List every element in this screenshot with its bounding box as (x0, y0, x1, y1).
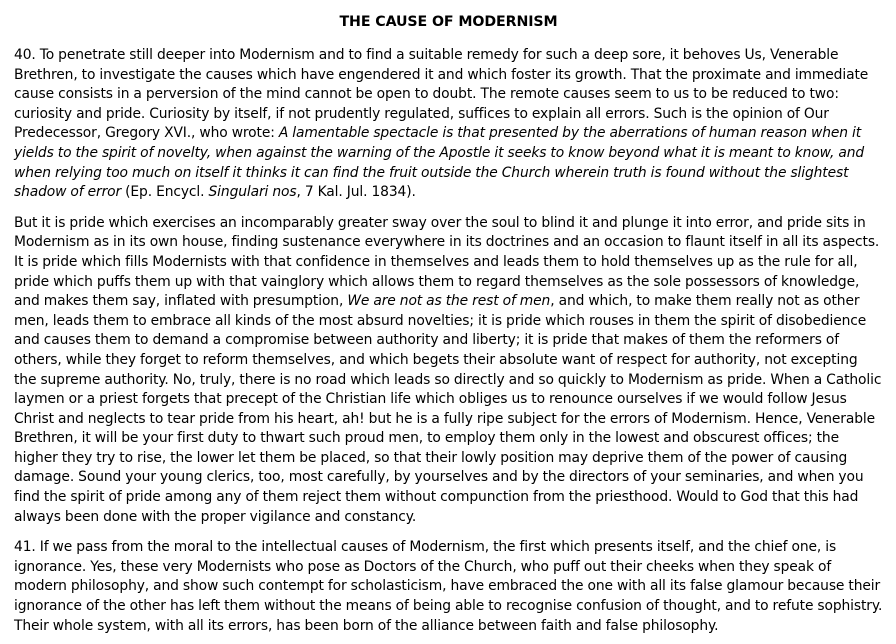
citation-prefix: (Ep. Encycl. (121, 184, 209, 201)
paragraph-pride (14, 214, 883, 528)
gregory-xvi-quotation: A lamentable spectacle is that presented by the aberrations of human reason when it yields to the spirit of novelty, when against the warning of the Apostle it seeks to know beyond what it is meant to know, and when relying too much on itself it thinks it can find the fruit outside the Church wherein truth is found without the slightest shadow of error (14, 125, 865, 201)
citation-date: , 7 Kal. Jul. 1834). (296, 184, 416, 201)
paragraph-pride-text-start: But it is pride which exercises an incomparably greater sway over the soul to blind it and plunge it into error, and pride sits in Modernism as in its own house, finding sustenance everywhere in its doctrines and an occasion to flaunt itself in all its aspects. It is pride which fills Modernists with that confidence in themselves and leads them to hold themselves up as the rule for all, pride which puffs them up with that vainglory which allows them to regard themselves as the sole possessors of knowledge, and makes them say, inflated with presumption, (14, 214, 880, 310)
paragraph-40-text: 40. To penetrate still deeper into Modernism and to find a suitable remedy for such a deep sore, it behoves Us, Venerable Brethren, to investigate the causes which have engendered it and which foster its growth. That the proximate and immediate cause consists in a perversion of the mind cannot be open to doubt. The remote causes seem to us to be reduced to two: curiosity and pride. Curiosity by itself, if not prudently regulated, suffices to explain all errors. Such is the opinion of Our Predecessor, Gregory XVI., who wrote: (14, 47, 869, 142)
paragraph-40 (14, 46, 883, 203)
pride-quotation: We are not as the rest of men (347, 293, 551, 310)
paragraph-pride-text-end: , and which, to make them really not as other men, leads them to embrace all kinds of the most absurd novelties; it is pride which rouses in them the spirit of disobedience and causes them to demand a compromise between authority and liberty; it is pride that makes of them the reformers of others, while they forget to reform themselves, and which begets their absolute want of respect for authority, not excepting the supreme authority. No, truly, there is no road which leads so directly and so quickly to Modernism as pride. When a Catholic laymen or a priest forgets that precept of the Christian life which obliges us to renounce ourselves if we would follow Jesus Christ and neglects to tear pride from his heart, ah! but he is a fully ripe subject for the errors of Modernism. Hence, Venerable Brethren, it will be your first duty to thwart such proud men, to employ them only in the lowest and obscurest offices; the higher they try to rise, the lower let them be placed, so that their lowly position may deprive them of the power of causing damage. Sound your young clerics, too, most carefully, by yourselves and by the directors of your seminaries, and when you find the spirit of pride among any of them reject them without compunction from the priesthood. Would to God that this had always been done with the proper vigilance and constancy. (14, 293, 882, 525)
page-title: THE CAUSE OF MODERNISM (339, 14, 558, 30)
encyclical-title: Singulari nos (208, 184, 297, 201)
paragraph-41-text: 41. If we pass from the moral to the intellectual causes of Modernism, the first which presents itself, and the chief one, is ignorance. Yes, these very Modernists who pose as Doctors of the Church, who puff out their cheeks when they speak of modern philosophy, and show such contempt for scholasticism, have embraced the one with all its false glamour because their ignorance of the other has left them without the means of being able to recognise confusion of thought, and to refute sophistry. Their whole system, with all its errors, has been born of the alliance between faith and false philosophy. (14, 539, 883, 634)
paragraph-41 (14, 538, 883, 636)
